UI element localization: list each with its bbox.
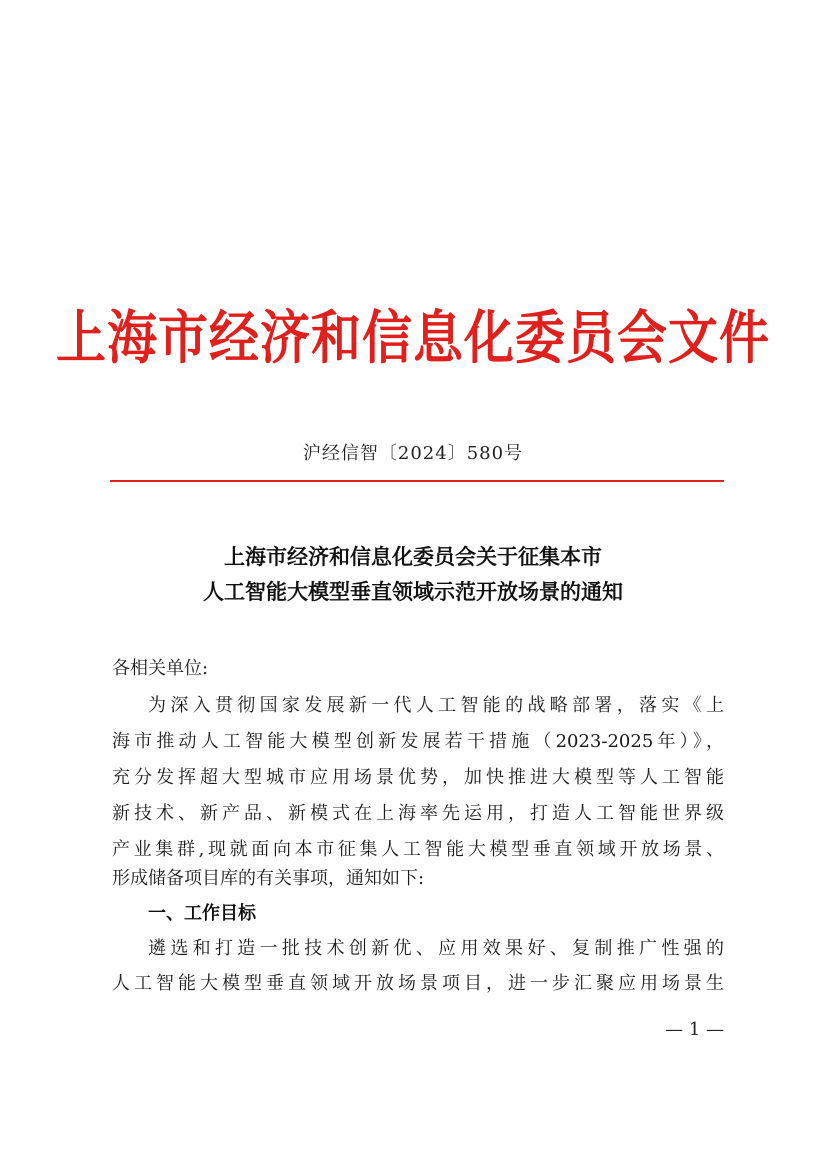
page-number: — 1 —	[665, 1019, 724, 1040]
paragraph1-line-2: 海市推动人工智能大模型创新发展若干措施（2023-2025年）》，	[112, 731, 724, 752]
salutation: 各相关单位:	[112, 658, 209, 679]
paragraph1-line-6: 形成储备项目库的有关事项，通知如下:	[112, 868, 425, 889]
paragraph1-line-5: 产业集群,现就面向本市征集人工智能大模型垂直领域开放场景、	[112, 839, 724, 860]
paragraph2-line-1: 遴选和打造一批技术创新优、应用效果好、复制推广性强的	[148, 938, 724, 959]
section-1-heading: 一、工作目标	[148, 903, 256, 924]
red-separator-line	[110, 480, 724, 482]
paragraph1-line-3: 充分发挥超大型城市应用场景优势，加快推进大模型等人工智能	[112, 767, 724, 788]
paragraph1-line-4: 新技术、新产品、新模式在上海率先运用，打造人工智能世界级	[112, 803, 724, 824]
notice-title-line-2: 人工智能大模型垂直领域示范开放场景的通知	[203, 579, 623, 604]
notice-title-line-1: 上海市经济和信息化委员会关于征集本市	[224, 544, 602, 569]
document-number: 沪经信智〔2024〕580号	[302, 443, 524, 464]
paragraph2-line-2: 人工智能大模型垂直领域开放场景项目，进一步汇聚应用场景生	[112, 973, 724, 994]
masthead-title: 上海市经济和信息化委员会文件	[56, 303, 770, 372]
paragraph1-line-1: 为深入贯彻国家发展新一代人工智能的战略部署，落实《上	[148, 695, 724, 716]
